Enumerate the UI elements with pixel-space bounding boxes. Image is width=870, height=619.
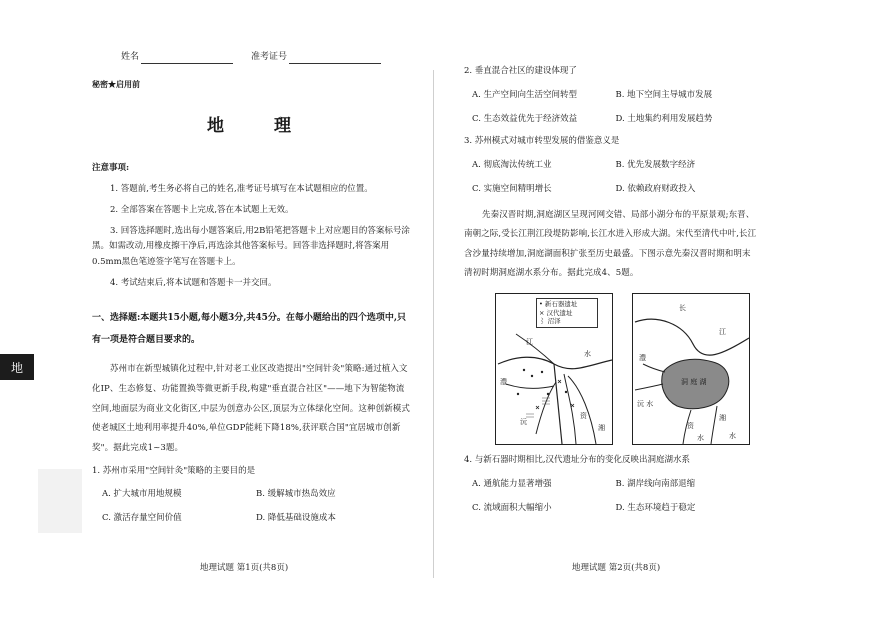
option-d: D. 土地集约利用发展趋势 bbox=[615, 114, 713, 125]
name-row bbox=[92, 52, 410, 64]
option-c: C. 实施空间精明增长 bbox=[472, 184, 552, 195]
map-figure bbox=[464, 293, 759, 445]
map-label: 洞 庭 湖 bbox=[681, 377, 707, 386]
option-b: B. 地下空间主导城市发展 bbox=[615, 90, 713, 101]
map-label: 江 bbox=[526, 337, 533, 346]
option-a: A. 生产空间向生活空间转型 bbox=[472, 90, 578, 101]
map-label: 沅 bbox=[520, 417, 527, 426]
map-label: 水 bbox=[697, 433, 704, 442]
notice-item: 4. 考试结束后,将本试题和答题卡一并交回。 bbox=[110, 277, 277, 288]
legend-item: ⌇ 沼泽 bbox=[539, 317, 561, 326]
passage-1: 苏州市在新型城镇化过程中,针对老工业区改造提出"空间针灸"策略:通过植入文化IP、生态修复、功能置换等微更新手段,构建"垂直混合社区"——地下为智能物流空间,地面层为商业文化街区,中层为创意办公区,顶层为立体绿化空间。这种创新模式使老城区土地利用率提升40%,单位GDP能耗下降18%,获评联合国"宜居城市创新奖"。据此完成1~3题。 bbox=[92, 364, 411, 453]
question-stem: 1. 苏州市采用"空间针灸"策略的主要目的是 bbox=[92, 466, 256, 477]
map-label: 江 bbox=[719, 327, 726, 336]
notice-heading: 注意事项: bbox=[92, 163, 130, 174]
question-3 bbox=[464, 136, 759, 195]
notice-item: 3. 回答选择题时,选出每小题答案后,用2B铅笔把答题卡上对应题目的答案标号涂黑。如需改动,用橡皮擦干净后,再选涂其他答案标号。回答非选择题时,将答案用0.5mm黑色笔迹签字笔写在答题卡上。 bbox=[92, 225, 410, 268]
legend-item: • 新石器遗址 bbox=[539, 299, 578, 308]
option-b: B. 缓解城市热岛效应 bbox=[256, 489, 336, 500]
option-c: C. 激活存量空间价值 bbox=[102, 513, 182, 524]
option-d: D. 降低基础设施成本 bbox=[256, 513, 336, 524]
option-d: D. 依赖政府财政投入 bbox=[615, 184, 696, 195]
name-field: 姓名 bbox=[121, 52, 233, 64]
subject-side-tab: 地 bbox=[0, 354, 34, 380]
map-label: 水 bbox=[584, 349, 591, 358]
map-label: 水 bbox=[729, 431, 736, 440]
secret-label: 秘密★启用前 bbox=[92, 78, 140, 89]
right-column bbox=[464, 66, 759, 525]
map-pre-qin bbox=[495, 293, 613, 445]
map-ming-qing bbox=[632, 293, 750, 445]
map-label: 澧 bbox=[639, 353, 646, 362]
question-stem: 4. 与新石器时期相比,汉代遗址分布的变化反映出洞庭湖水系 bbox=[464, 454, 691, 465]
option-a: A. 通航能力显著增强 bbox=[472, 478, 552, 489]
question-4 bbox=[464, 455, 759, 514]
section-heading: 一、选择题:本题共15小题,每小题3分,共45分。在每小题给出的四个选项中,只有一项是符合题目要求的。 bbox=[92, 312, 407, 346]
map-label: 资 bbox=[580, 411, 587, 420]
map-label: 湘 bbox=[719, 413, 726, 422]
notice-item: 2. 全部答案在答题卡上完成,答在本试题上无效。 bbox=[110, 204, 294, 215]
option-c: C. 生态效益优先于经济效益 bbox=[472, 114, 578, 125]
option-d: D. 生态环境趋于稳定 bbox=[615, 502, 696, 513]
left-column bbox=[92, 52, 410, 524]
option-b: B. 优先发展数字经济 bbox=[615, 160, 696, 171]
exam-id-field: 准考证号 bbox=[251, 52, 381, 64]
notice-item: 1. 答题前,考生务必将自己的姓名,准考证号填写在本试题相应的位置。 bbox=[110, 184, 373, 195]
grey-margin-box bbox=[38, 469, 82, 533]
map-label: 长 bbox=[679, 303, 686, 312]
option-b: B. 湖岸线向南部退缩 bbox=[615, 478, 696, 489]
option-c: C. 流域面积大幅缩小 bbox=[472, 502, 552, 513]
question-stem: 3. 苏州模式对城市转型发展的借鉴意义是 bbox=[464, 136, 620, 147]
map-label: 沅 水 bbox=[637, 399, 654, 408]
page-title: 地 理 bbox=[207, 116, 313, 137]
map-label: 澧 bbox=[500, 377, 507, 386]
map-legend bbox=[536, 298, 598, 328]
column-divider bbox=[433, 70, 434, 578]
map-label: 资 bbox=[687, 421, 694, 430]
question-stem: 2. 垂直混合社区的建设体现了 bbox=[464, 66, 577, 76]
question-2 bbox=[464, 66, 759, 125]
footer-left: 地理试题 第1页(共8页) bbox=[200, 563, 289, 573]
map-label: 湘 bbox=[598, 423, 605, 432]
legend-item: × 汉代遗址 bbox=[539, 308, 573, 317]
option-a: A. 彻底淘汰传统工业 bbox=[472, 160, 552, 171]
passage-2: 先秦汉晋时期,洞庭湖区呈现河网交错、局部小湖分布的平原景观;东晋、南朝之际,受长江荆江段堤防影响,长江水进入形成大湖。宋代至清代中叶,长江含沙量持续增加,洞庭湖面积扩张至历史最盛。下图示意先秦汉晋时期和明末清初时期洞庭湖水系分布。据此完成4、5题。 bbox=[464, 210, 757, 278]
footer-right: 地理试题 第2页(共8页) bbox=[572, 563, 661, 573]
question-1 bbox=[92, 466, 410, 524]
notice-section bbox=[92, 163, 410, 291]
option-a: A. 扩大城市用地规模 bbox=[102, 489, 182, 500]
